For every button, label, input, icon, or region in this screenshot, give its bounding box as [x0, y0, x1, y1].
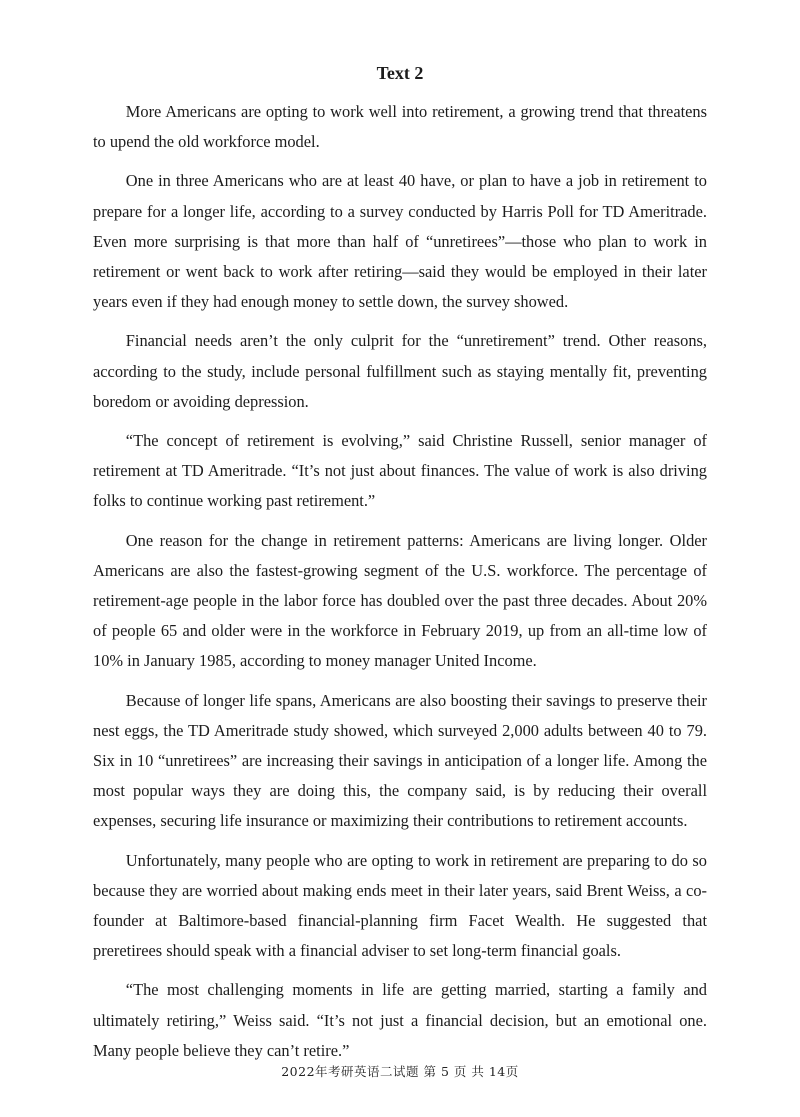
paragraph: “The concept of retirement is evolving,” said Christine Russell, senior manager of retirement at TD Ameritrade. “It’s not just about finances. The value of work is also driving folks to continue working past retirement.” — [93, 431, 707, 511]
article-body — [93, 97, 707, 1075]
paragraph: More Americans are opting to work well into retirement, a growing trend that threatens to upend the old workforce model. — [93, 102, 707, 152]
paragraph: “The most challenging moments in life are getting married, starting a family and ultimately retiring,” Weiss said. “It’s not just a financial decision, but an emotional one. Many people believe they can’t retire.” — [93, 980, 707, 1060]
paragraph: Because of longer life spans, Americans are also boosting their savings to preserve their nest eggs, the TD Ameritrade study showed, which surveyed 2,000 adults between 40 to 79. Six in 10 “unretirees” are increasing their savings in anticipation of a longer life. Among the most popular ways they are doing this, the company said, is by reducing their overall expenses, securing life insurance or maximizing their contributions to retirement accounts. — [93, 690, 707, 831]
page-title: Text 2 — [376, 63, 424, 83]
paragraph: One reason for the change in retirement patterns: Americans are living longer. Older Americans are also the fastest-growing segment of the U.S. workforce. The percentage of retirement-age people in the labor force has doubled over the past three decades. About 20% of people 65 and older were in the workforce in February 2019, up from an all-time low of 10% in January 1985, according to money manager United Income. — [93, 530, 707, 671]
paragraph: One in three Americans who are at least 40 have, or plan to have a job in retirement to prepare for a longer life, according to a survey conducted by Harris Poll for TD Ameritrade. Even more surprising is that more than half of “unretirees”—those who plan to work in retirement or went back to work after retiring—said they would be employed in their later years even if they had enough money to settle down, the survey showed. — [93, 171, 707, 312]
paragraph: Unfortunately, many people who are opting to work in retirement are preparing to do so because they are worried about making ends meet in their later years, said Brent Weiss, a co-founder at Baltimore-based financial-planning firm Facet Wealth. He suggested that preretirees should speak with a financial adviser to set long-term financial goals. — [93, 850, 707, 961]
page-footer: 2022年考研英语二试题 第 5 页 共 14页 — [281, 1064, 519, 1079]
paragraph: Financial needs aren’t the only culprit for the “unretirement” trend. Other reasons, according to the study, include personal fulfillment such as staying mentally fit, preventing boredom or avoiding depression. — [93, 331, 707, 411]
